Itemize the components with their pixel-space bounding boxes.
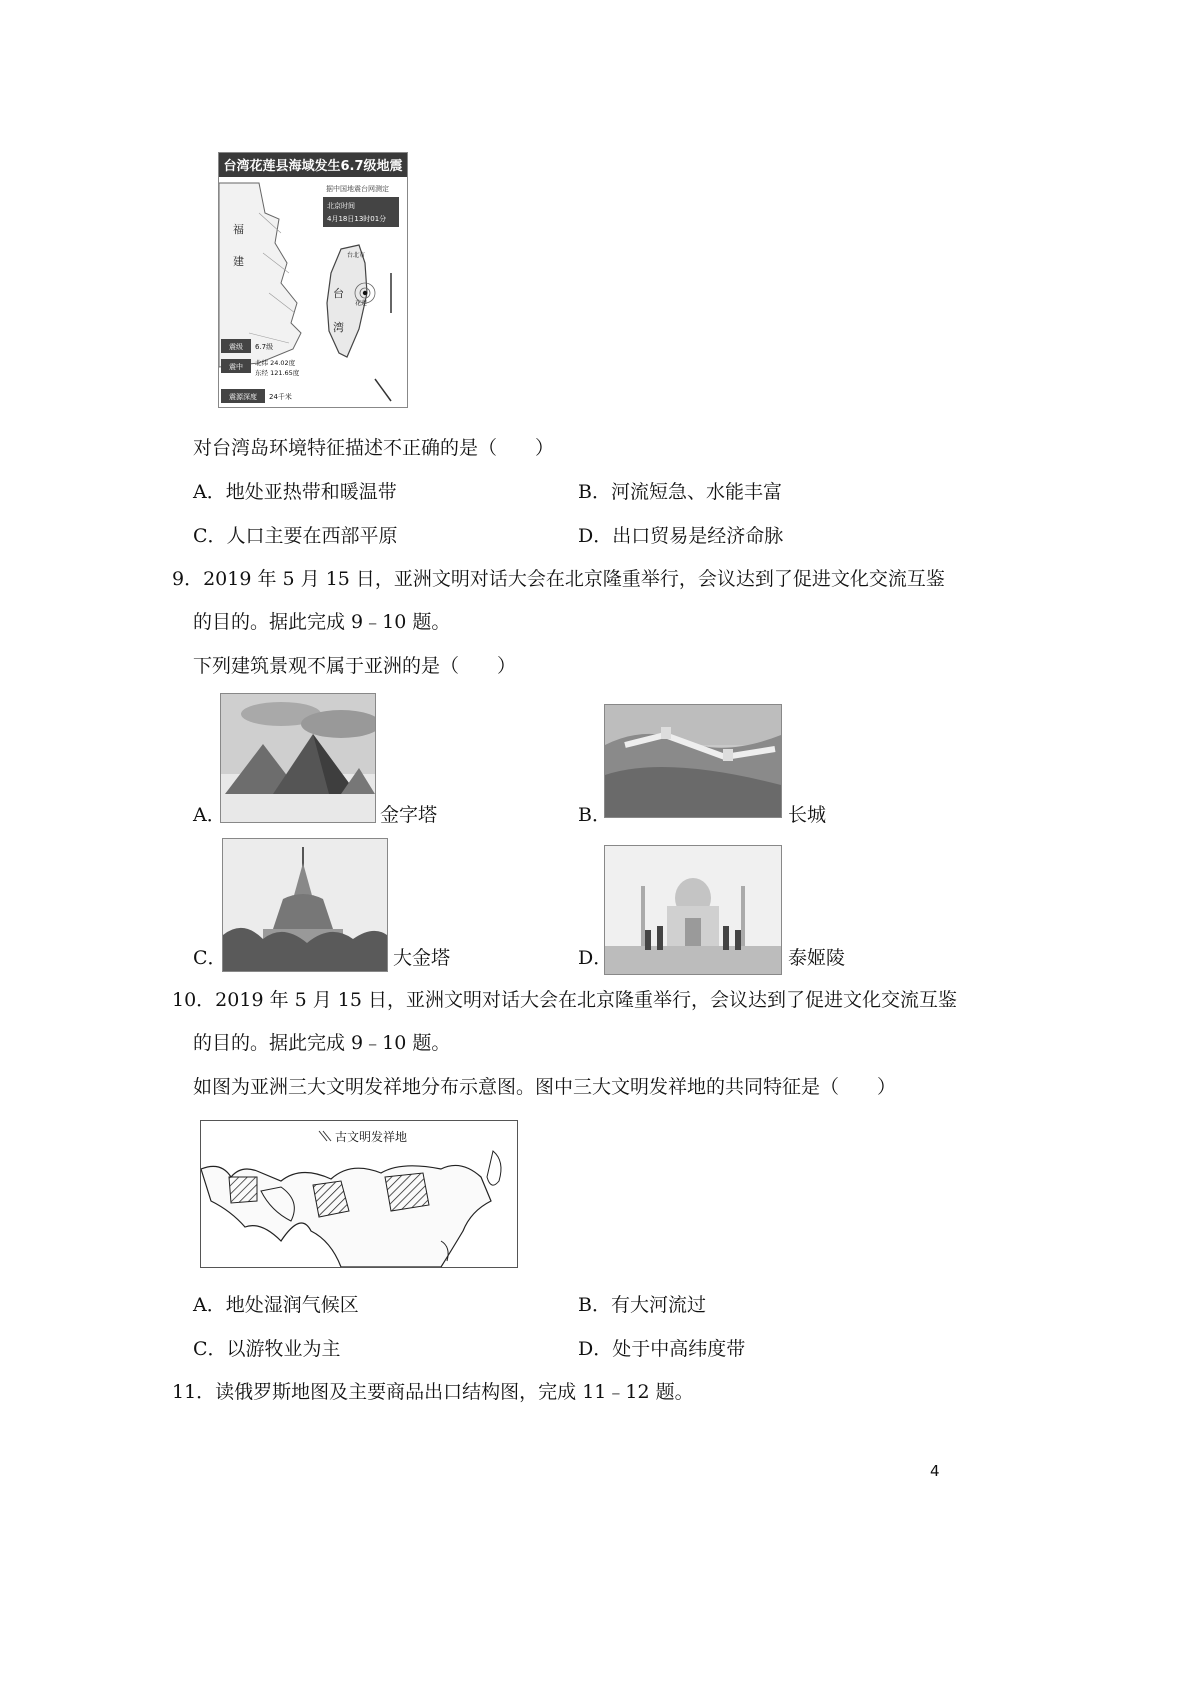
- q9-option-a-letter: A．: [193, 804, 226, 826]
- epicenter-label: 震中: [229, 363, 243, 371]
- earthquake-map-graphic: [219, 153, 407, 407]
- q10-intro-line2: 的目的。据此完成 9﹣10 题。: [193, 1032, 451, 1054]
- q8-option-b: B．河流短急、水能丰富: [578, 481, 782, 503]
- q10-option-d: D．处于中高纬度带: [578, 1338, 746, 1360]
- earthquake-map-figure: [218, 152, 408, 408]
- time-label: 北京时间: [327, 202, 355, 210]
- q8-option-c: C．人口主要在西部平原: [193, 525, 398, 547]
- q9-intro-line1: 9．2019 年 5 月 15 日，亚洲文明对话大会在北京隆重举行，会议达到了促进文化交流互鉴: [172, 568, 945, 590]
- depth-label: 震源深度: [229, 393, 257, 401]
- q9-option-d-caption: 泰姬陵: [788, 947, 846, 969]
- label-taiwan-1: 台: [333, 287, 344, 300]
- epicenter-lon: 东经 121.65度: [255, 369, 300, 377]
- q9-option-b-caption: 长城: [788, 804, 827, 826]
- q11-intro: 11．读俄罗斯地图及主要商品出口结构图，完成 11﹣12 题。: [172, 1381, 694, 1403]
- q9-option-b-letter: B．: [578, 804, 611, 826]
- q9-option-a-caption: 金字塔: [380, 804, 438, 826]
- q10-stem: 如图为亚洲三大文明发祥地分布示意图。图中三大文明发祥地的共同特征是（ ）: [193, 1076, 897, 1098]
- label-fujian-1: 福: [233, 223, 244, 236]
- epicenter-marker: [363, 291, 367, 295]
- time-value: 4月18日13时01分: [327, 215, 387, 223]
- golden-pagoda-photo: [222, 838, 388, 972]
- q9-stem: 下列建筑景观不属于亚洲的是（ ）: [193, 655, 517, 677]
- earthquake-source: 据中国地震台网测定: [326, 185, 389, 193]
- map-legend-label: 古文明发祥地: [335, 1130, 408, 1144]
- q9-option-c-letter: C．: [193, 947, 227, 969]
- asia-civilization-map: [200, 1120, 518, 1268]
- q9-intro-line2: 的目的。据此完成 9﹣10 题。: [193, 611, 451, 633]
- q8-option-d: D．出口贸易是经济命脉: [578, 525, 784, 547]
- q9-option-c-caption: 大金塔: [393, 947, 451, 969]
- taj-mahal-photo: [604, 845, 782, 975]
- q10-option-b: B．有大河流过: [578, 1294, 706, 1316]
- magnitude-value: 6.7级: [255, 343, 274, 351]
- depth-value: 24千米: [269, 393, 292, 401]
- magnitude-label: 震级: [229, 343, 243, 351]
- label-hualian: 花莲: [355, 300, 368, 307]
- q10-option-a: A．地处湿润气候区: [193, 1294, 359, 1316]
- q10-intro-line1: 10．2019 年 5 月 15 日，亚洲文明对话大会在北京隆重举行，会议达到了促进文化交流互鉴: [172, 989, 957, 1011]
- epicenter-lat: 北纬 24.02度: [255, 359, 296, 367]
- label-fujian-2: 建: [233, 255, 244, 268]
- page-number: 4: [930, 1462, 940, 1480]
- q9-option-d-letter: D．: [578, 947, 613, 969]
- great-wall-photo: [604, 704, 782, 818]
- q10-option-c: C．以游牧业为主: [193, 1338, 341, 1360]
- label-taibei: 台北市: [347, 252, 366, 259]
- q8-stem: 对台湾岛环境特征描述不正确的是（ ）: [193, 437, 555, 459]
- earthquake-title: 台湾花莲县海域发生6.7级地震: [223, 159, 403, 174]
- pyramid-photo: [220, 693, 376, 823]
- q8-option-a: A．地处亚热带和暖温带: [193, 481, 397, 503]
- label-taiwan-2: 湾: [333, 321, 344, 334]
